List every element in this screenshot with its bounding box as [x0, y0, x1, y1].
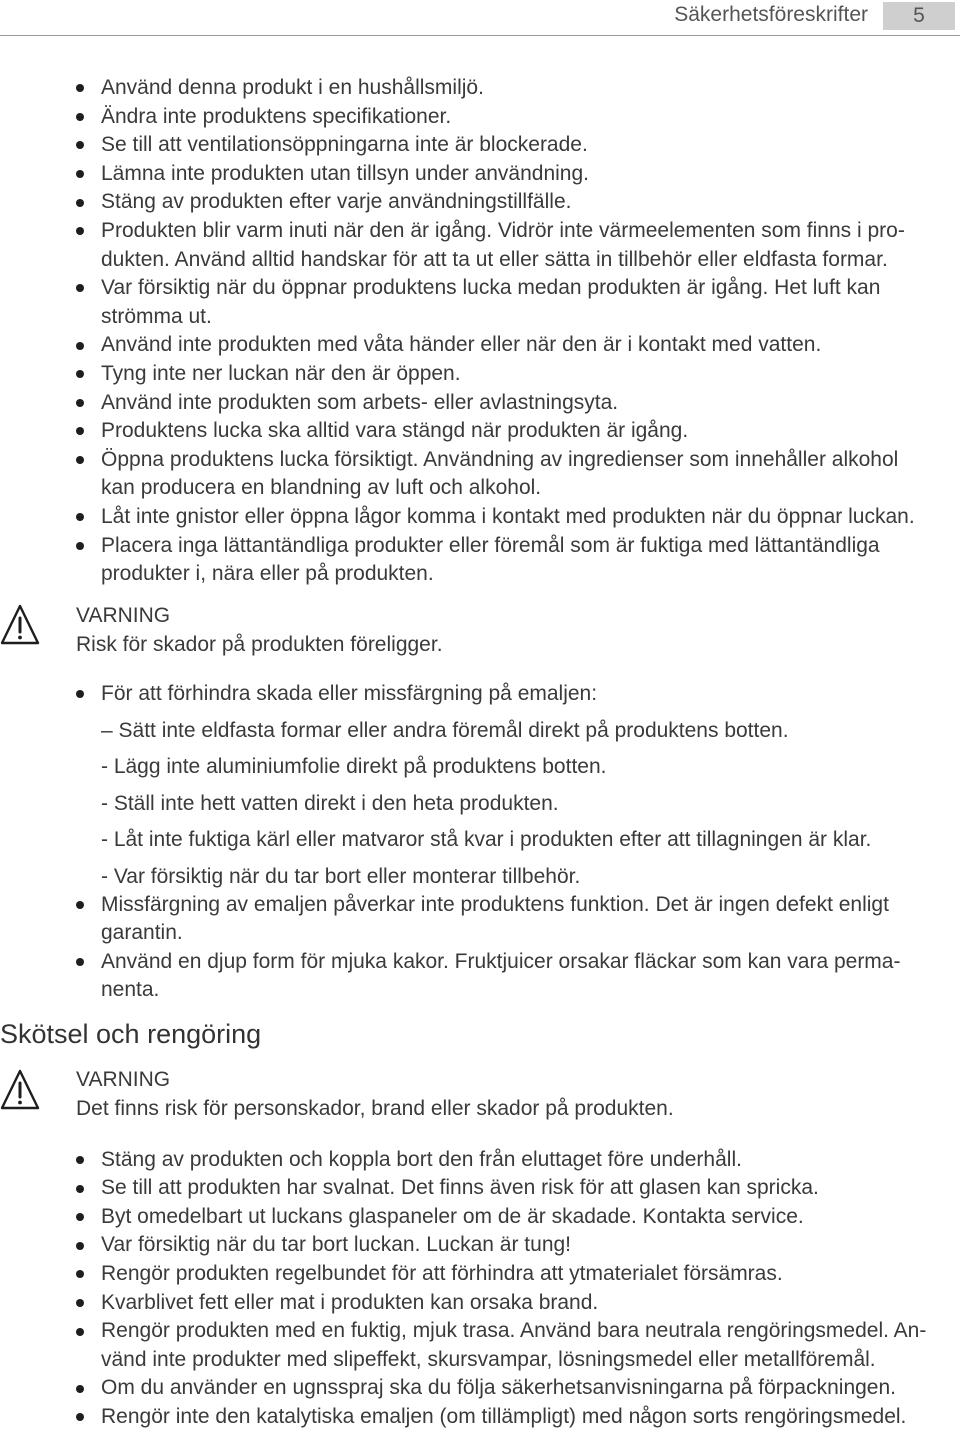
- bullet-icon: [76, 690, 84, 698]
- bullet-icon: [76, 113, 84, 121]
- list-item-text: Produkten blir varm inuti när den är igång. Vidrör inte värmeelementen som finns i pro-: [101, 218, 905, 242]
- page-number: 5: [883, 2, 955, 30]
- bullet-icon: [76, 199, 84, 207]
- list-item: [0, 446, 960, 503]
- bullet-icon: [76, 227, 84, 235]
- sub-list-item: – Sätt inte eldfasta formar eller andra föremål direkt på produktens botten.: [101, 718, 789, 742]
- section-title: Säkerhetsföreskrifter: [674, 3, 868, 26]
- bullet-icon: [76, 456, 84, 464]
- list-item-text: Se till att ventilationsöppningarna inte är blockerade.: [101, 133, 588, 157]
- bullet-icon: [76, 901, 84, 909]
- list-item-text: Rengör produkten regelbundet för att förhindra att ytmaterialet försämras.: [101, 1262, 783, 1286]
- list-item-text: Använd denna produkt i en hushållsmiljö.: [101, 76, 484, 99]
- list-item-text: Var försiktig när du tar bort luckan. Luckan är tung!: [101, 1233, 572, 1257]
- list-item-text: strömma ut.: [101, 304, 212, 328]
- list-item: [0, 532, 960, 589]
- list-item-text: Placera inga lättantändliga produkter eller föremål som är fuktiga med lättantändliga: [101, 533, 880, 557]
- bullet-icon: [76, 1385, 84, 1393]
- list-item: [0, 1374, 960, 1403]
- list-item: [0, 1146, 960, 1175]
- list-item-text: Öppna produktens lucka försiktigt. Användning av ingredienser som innehåller alkohol: [101, 447, 899, 471]
- list-item: [0, 417, 960, 446]
- list-item-text: kan producera en blandning av luft och alkohol.: [101, 476, 542, 500]
- care-list: [0, 1146, 960, 1432]
- list-item: [0, 1203, 960, 1232]
- bullet-icon: [76, 399, 84, 407]
- list-item-text: Kvarblivet fett eller mat i produkten kan orsaka brand.: [101, 1290, 599, 1314]
- bullet-icon: [76, 370, 84, 378]
- list-item: [0, 160, 960, 189]
- warning-box: [0, 602, 960, 662]
- section-heading: Skötsel och rengöring: [0, 1019, 262, 1049]
- bullet-icon: [76, 342, 84, 350]
- list-item-text: Stäng av produkten och koppla bort den från eluttaget före underhåll.: [101, 1147, 742, 1171]
- list-item: [0, 188, 960, 217]
- sub-list: [101, 713, 960, 896]
- list-item-text: vänd inte produkter med slipeffekt, skursvampar, lösningsmedel eller metallföremål.: [101, 1347, 876, 1371]
- list-item-text: Produktens lucka ska alltid vara stängd när produkten är igång.: [101, 419, 689, 443]
- list-item-text: Om du använder en ugnsspraj ska du följa säkerhetsanvisningarna på förpackningen.: [101, 1376, 896, 1400]
- bullet-icon: [76, 84, 84, 92]
- list-item-text: Stäng av produkten efter varje användningstillfälle.: [101, 190, 572, 214]
- bullet-icon: [76, 427, 84, 435]
- bullet-icon: [76, 542, 84, 550]
- list-item: [0, 1260, 960, 1289]
- enamel-list: [0, 680, 960, 1005]
- list-item-text: Använd inte produkten som arbets- eller avlastningsyta.: [101, 390, 619, 414]
- list-item-text: Låt inte gnistor eller öppna lågor komma i kontakt med produkten när du öppnar luckan.: [101, 504, 915, 528]
- warning-triangle-icon: [0, 1068, 40, 1112]
- bullet-icon: [76, 170, 84, 178]
- list-item-text: Missfärgning av emaljen påverkar inte produktens funktion. Det är ingen defekt enligt: [101, 892, 889, 916]
- bullet-icon: [76, 141, 84, 149]
- warning-box: [0, 1066, 960, 1126]
- sub-list-item: - Låt inte fuktiga kärl eller matvaror stå kvar i produkten efter att tillagningen är klar.: [101, 828, 872, 852]
- bullet-icon: [76, 1270, 84, 1278]
- list-item-text: Tyng inte ner luckan när den är öppen.: [101, 361, 461, 385]
- list-item: [0, 131, 960, 160]
- bullet-icon: [76, 513, 84, 521]
- list-item-text: garantin.: [101, 921, 183, 945]
- list-item-text: produkter i, nära eller på produkten.: [101, 562, 434, 586]
- list-item-text: Rengör inte den katalytiska emaljen (om tillämpligt) med någon sorts rengöringsmedel.: [101, 1405, 907, 1429]
- sub-list-item: - Ställ inte hett vatten direkt i den heta produkten.: [101, 791, 559, 815]
- safety-list: [0, 74, 960, 589]
- list-item: [0, 389, 960, 418]
- list-item: [0, 103, 960, 132]
- list-item: [0, 680, 960, 896]
- list-item: [0, 891, 960, 948]
- list-item: [0, 1403, 960, 1432]
- sub-list-item: - Lägg inte aluminiumfolie direkt på produktens botten.: [101, 755, 607, 779]
- list-item: [0, 274, 960, 331]
- bullet-icon: [76, 1156, 84, 1164]
- list-item-text: Lämna inte produkten utan tillsyn under användning.: [101, 161, 590, 185]
- list-item-text: För att förhindra skada eller missfärgning på emaljen:: [101, 682, 598, 705]
- bullet-icon: [76, 1328, 84, 1336]
- sub-list-item: - Var försiktig när du tar bort eller monterar tillbehör.: [101, 864, 581, 888]
- bullet-icon: [76, 1213, 84, 1221]
- list-item-text: dukten. Använd alltid handskar för att ta ut eller sätta in tillbehör eller eldfasta formar.: [101, 247, 888, 271]
- list-item-text: Se till att produkten har svalnat. Det finns även risk för att glasen kan spricka.: [101, 1176, 819, 1200]
- list-item: [0, 948, 960, 1005]
- list-item-text: nenta.: [101, 978, 160, 1002]
- bullet-icon: [76, 1413, 84, 1421]
- warning-text: Risk för skador på produkten föreligger.: [76, 633, 443, 656]
- list-item-text: Ändra inte produktens specifikationer.: [101, 104, 452, 128]
- bullet-icon: [76, 958, 84, 966]
- bullet-icon: [76, 1242, 84, 1250]
- list-item: [0, 1231, 960, 1260]
- list-item-text: Byt omedelbart ut luckans glaspaneler om de är skadade. Kontakta service.: [101, 1204, 804, 1228]
- warning-title: VARNING: [76, 604, 171, 627]
- header-divider: [0, 35, 960, 36]
- list-item-text: Rengör produkten med en fuktig, mjuk trasa. Använd bara neutrala rengöringsmedel. An-: [101, 1319, 927, 1343]
- warning-triangle-icon: [0, 603, 40, 647]
- list-item-text: Använd en djup form för mjuka kakor. Fruktjuicer orsakar fläckar som kan vara perma-: [101, 949, 901, 973]
- bullet-icon: [76, 1185, 84, 1193]
- list-item: [0, 360, 960, 389]
- bullet-icon: [76, 284, 84, 292]
- bullet-icon: [76, 1299, 84, 1307]
- warning-title: VARNING: [76, 1068, 171, 1091]
- list-item: [0, 1174, 960, 1203]
- list-item: [0, 1317, 960, 1374]
- list-item-text: Använd inte produkten med våta händer eller när den är i kontakt med vatten.: [101, 333, 822, 357]
- list-item: [0, 331, 960, 360]
- list-item: [0, 74, 960, 103]
- list-item: [0, 217, 960, 274]
- warning-text: Det finns risk för personskador, brand eller skador på produkten.: [76, 1097, 674, 1120]
- list-item-text: Var försiktig när du öppnar produktens lucka medan produkten är igång. Het luft kan: [101, 276, 881, 300]
- list-item: [0, 503, 960, 532]
- list-item: [0, 1289, 960, 1318]
